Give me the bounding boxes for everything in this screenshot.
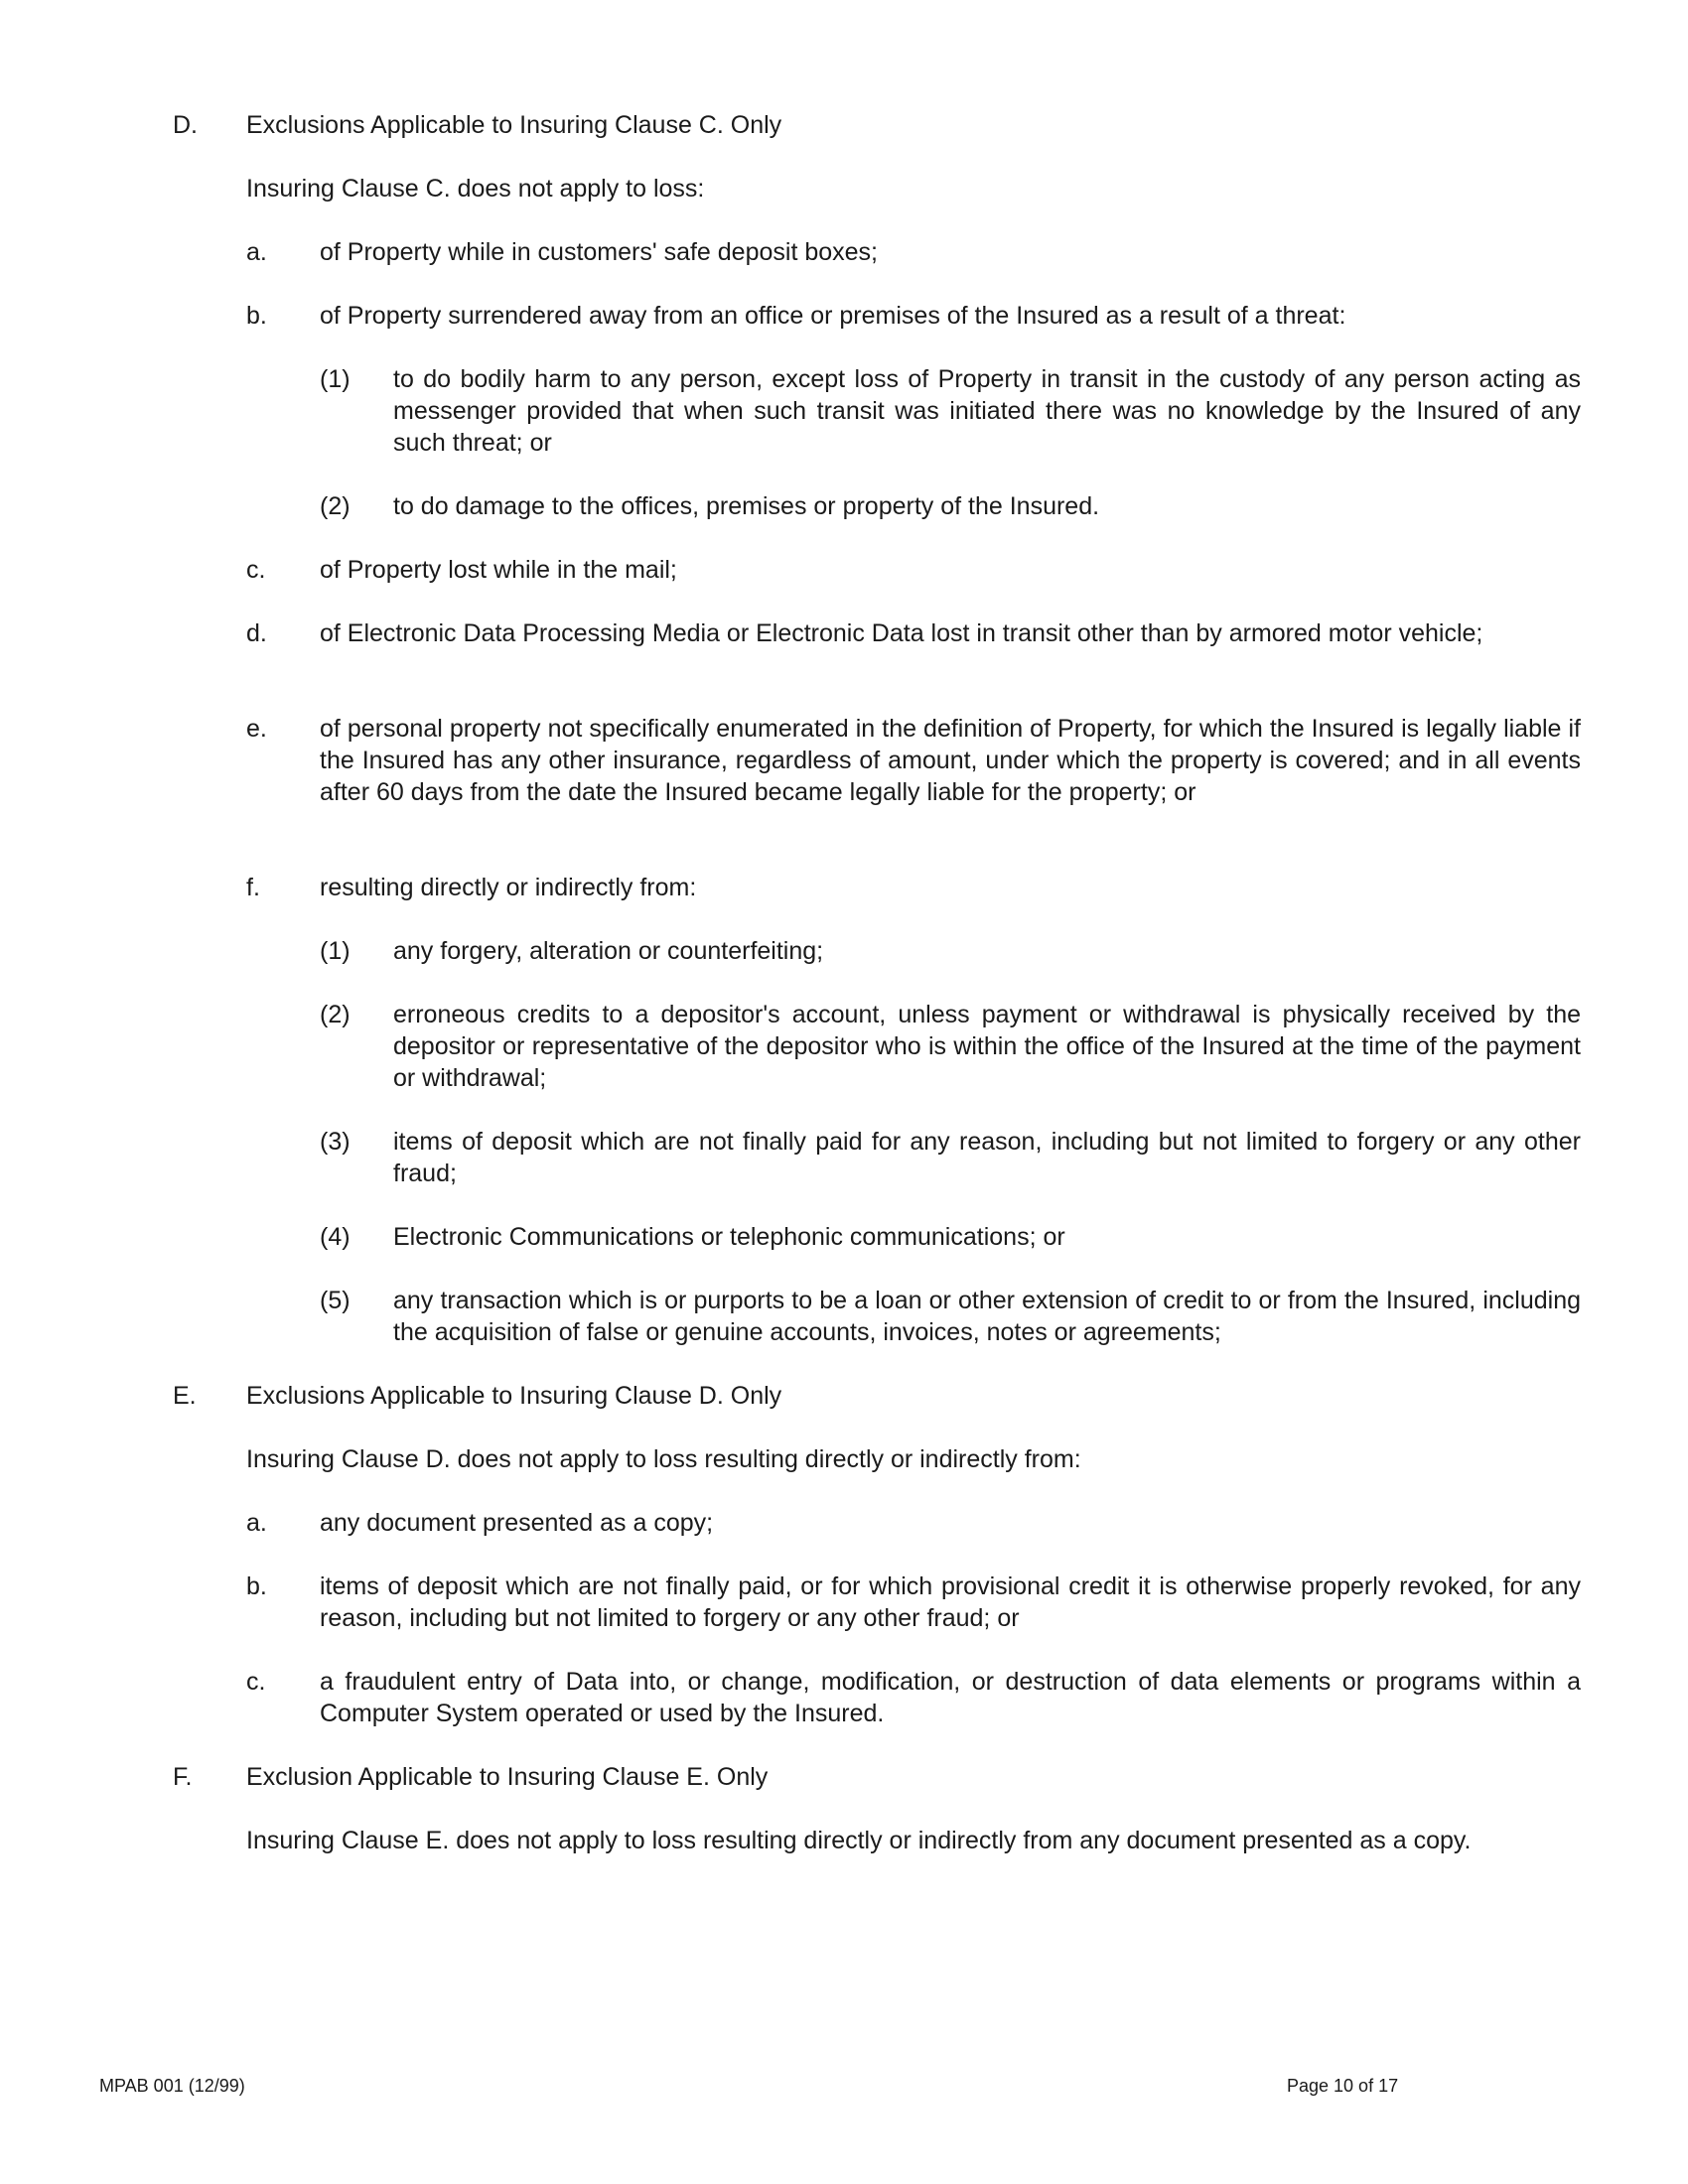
section-title: Exclusions Applicable to Insuring Clause D. Only bbox=[246, 1382, 782, 1410]
section-intro: Insuring Clause C. does not apply to loss: bbox=[246, 175, 705, 203]
section-title: Exclusion Applicable to Insuring Clause E. Only bbox=[246, 1763, 769, 1791]
section-label: F. bbox=[173, 1763, 193, 1791]
footer-form-number: MPAB 001 (12/99) bbox=[99, 2076, 245, 2096]
footer-page-number: Page 10 of 17 bbox=[1287, 2076, 1399, 2096]
section-label: D. bbox=[173, 111, 198, 139]
section-intro: Insuring Clause D. does not apply to loss resulting directly or indirectly from: bbox=[246, 1445, 1081, 1473]
section-intro: Insuring Clause E. does not apply to loss resulting directly or indirectly from any document presented as a copy. bbox=[246, 1827, 1472, 1854]
section-title: Exclusions Applicable to Insuring Clause C. Only bbox=[246, 111, 782, 139]
section-label: E. bbox=[173, 1382, 197, 1410]
document-page: D. Exclusions Applicable to Insuring Clause C. Only Insuring Clause C. does not apply to loss: a. of Property while in customers' safe deposit boxes; b. of Property surrendered away from an office or premises of the Insured as a result of a threat: (1) to do bodily harm to any person, except loss of Property in transit in the custody of any person acting as messenger provided that when such transit was initiated there was no knowledge by the Insured of any such threat; or (2) to do damage to the offices, premises or property of the Insured. c. of Property lost while in the mail; d. of Electronic Data Processing Media or Electronic Data lost in transit other than by armored motor vehicle; e. of personal property not specifically enumerated in the definition of Property, for which the Insured is legally liable if the Insured has any other insurance, regardless of amount, under which the property is covered; and in all events after 60 days from the date the Insured became legally liable for the property; or f. resulting directly or indirectly from: (1) any forgery, alteration or counterfeiting; (2) erroneous credits to a depositor's account, unless payment or withdrawal is physically received by the depositor or representative of the depositor who is within the office of the Insured at the time of the payment or withdrawal; (3) items of deposit which are not finally paid for any reason, including but not limited to forgery or any other fraud; (4) Electronic Communications or telephonic communications; or (5) any transaction which is or purports to be a loan or other extension of credit to or from the Insured, including the acquisition of false or genuine accounts, invoices, notes or agreements; E. Exclusions Applicable to Insuring Clause D. Only Insuring Clause D. does not apply to loss resulting directly or indirectly from: a. any document presented as a copy; b. items of deposit which are not finally paid, or for which provisional credit it is otherwise properly revoked, for any reason, including but not limited to forgery or any other fraud; or c. a fraudulent entry of Data into, or change, modification, or destruction of data elements or programs within a Computer System operated or used by the Insured. F. Exclusion Applicable to Insuring Clause E. Only Insuring Clause E. does not apply to loss resulting directly or indirectly from any document presented as a copy. MPAB 001 (12/99) Page 10 of 17 bbox=[99, 111, 1581, 2096]
